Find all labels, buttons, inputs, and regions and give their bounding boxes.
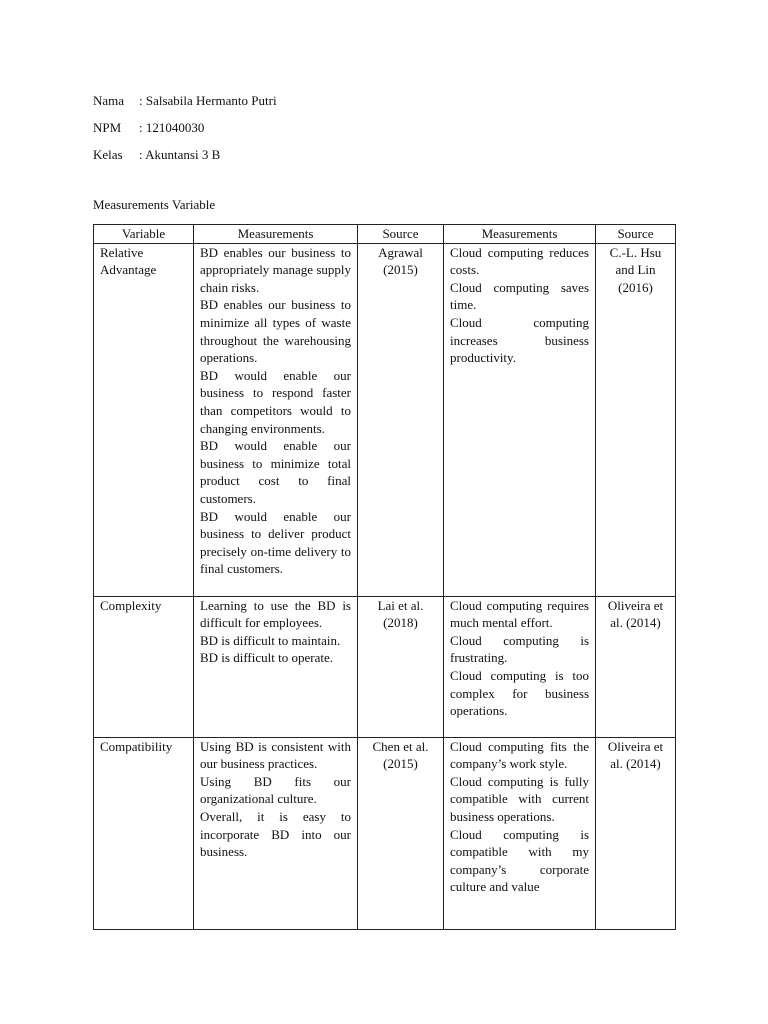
info-label: NPM: [93, 119, 122, 135]
variable-cell: Complexity: [94, 596, 194, 737]
measurement-item: BD would enable our business to respond faster than competitors would to changing environments.: [200, 367, 351, 436]
measurement-item: Cloud computing fits the company’s work style.: [450, 738, 589, 772]
info-row-nama: [93, 87, 277, 114]
measurement-item: Cloud computing is too complex for business operations.: [450, 667, 589, 719]
bd-measurements-cell: [194, 243, 358, 596]
bd-source-cell: Agrawal (2015): [358, 243, 444, 596]
cloud-measurements-cell: [444, 243, 596, 596]
measurement-item: Using BD fits our organizational culture.: [200, 773, 351, 807]
measurement-item: BD would enable our business to deliver product precisely on-time delivery to final customers.: [200, 508, 351, 577]
measurement-item: BD is difficult to maintain.: [200, 632, 341, 648]
measurement-item: Cloud computing is frustrating.: [450, 632, 589, 666]
header-source: Source: [358, 225, 444, 244]
variable-cell: Compatibility: [94, 737, 194, 929]
measurement-item: Cloud computing requires much mental effort.: [450, 597, 589, 631]
section-title: Measurements Variable: [93, 197, 216, 212]
measurement-item: Using BD is consistent with our business practices.: [200, 738, 351, 772]
measurement-item: Cloud computing increases business productivity.: [450, 314, 589, 366]
info-value: : 121040030: [139, 119, 205, 135]
table-row: [94, 243, 676, 596]
bd-measurements-cell: [194, 596, 358, 737]
info-row-kelas: [93, 141, 277, 168]
info-label: Nama: [93, 92, 125, 108]
cloud-source-cell: C.-L. Hsu and Lin (2016): [596, 243, 676, 596]
cloud-measurements-cell: [444, 737, 596, 929]
measurement-item: Cloud computing reduces costs.: [450, 244, 589, 278]
table-row: [94, 737, 676, 929]
measurements-table: [93, 224, 676, 930]
bd-source-cell: Lai et al. (2018): [358, 596, 444, 737]
cloud-source-cell: Oliveira et al. (2014): [596, 596, 676, 737]
cloud-source-cell: Oliveira et al. (2014): [596, 737, 676, 929]
info-value: : Akuntansi 3 B: [139, 146, 221, 162]
table-row: [94, 596, 676, 737]
info-value: : Salsabila Hermanto Putri: [139, 92, 277, 108]
header-variable: Variable: [94, 225, 194, 244]
header-measurements: Measurements: [444, 225, 596, 244]
header-measurements: Measurements: [194, 225, 358, 244]
measurement-item: Overall, it is easy to incorporate BD into our business.: [200, 808, 351, 860]
student-info: [93, 87, 277, 168]
measurement-item: BD would enable our business to minimize total product cost to final customers.: [200, 438, 351, 506]
measurement-item: BD is difficult to operate.: [200, 650, 333, 666]
table-header-row: [94, 225, 676, 244]
info-row-npm: [93, 114, 277, 141]
measurement-item: Learning to use the BD is difficult for employees.: [200, 597, 351, 631]
cloud-measurements-cell: [444, 596, 596, 737]
info-label: Kelas: [93, 146, 123, 162]
measurement-item: BD enables our business to appropriately manage supply chain risks.: [200, 244, 351, 295]
measurement-item: Cloud computing is fully compatible with current business operations.: [450, 773, 589, 824]
measurement-item: Cloud computing is compatible with my company’s corporate culture and value: [450, 826, 589, 895]
bd-source-cell: Chen et al. (2015): [358, 737, 444, 929]
header-source: Source: [596, 225, 676, 244]
measurement-item: Cloud computing saves time.: [450, 279, 589, 313]
measurement-item: BD enables our business to minimize all types of waste throughout the warehousing operations.: [200, 297, 351, 366]
variable-cell: Relative Advantage: [94, 243, 194, 596]
bd-measurements-cell: [194, 737, 358, 929]
